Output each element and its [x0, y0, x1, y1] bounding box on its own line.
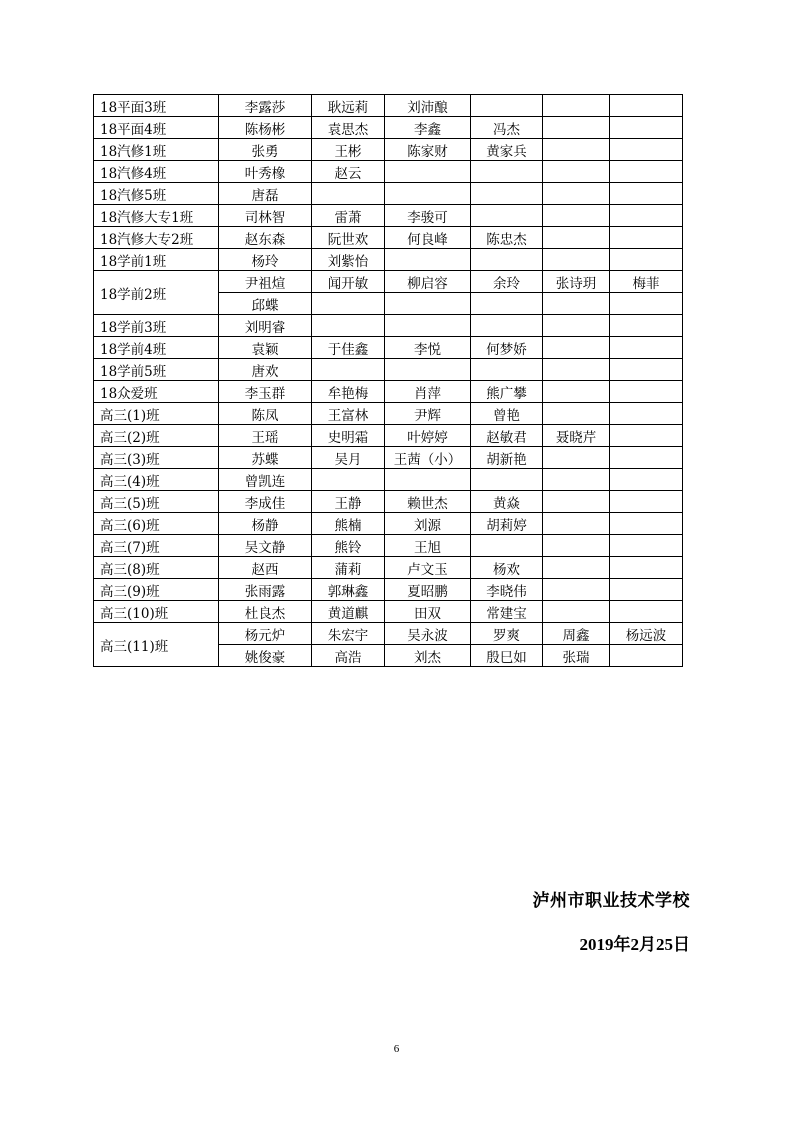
student-name-cell: 唐欢 [219, 359, 312, 381]
student-name-cell: 吴文静 [219, 535, 312, 557]
class-name-cell: 18汽修5班 [94, 183, 219, 205]
student-name-cell [610, 447, 683, 469]
student-name-cell: 黄家兵 [471, 139, 543, 161]
table-row [94, 315, 683, 337]
student-name-cell: 王瑶 [219, 425, 312, 447]
student-name-cell: 吴永波 [385, 623, 471, 645]
student-name-cell: 阮世欢 [312, 227, 385, 249]
student-name-cell: 熊铃 [312, 535, 385, 557]
student-name-cell: 王彬 [312, 139, 385, 161]
student-name-cell: 闻开敏 [312, 271, 385, 293]
student-name-cell [543, 337, 610, 359]
table-row [94, 469, 683, 491]
student-name-cell: 杨欢 [471, 557, 543, 579]
student-name-cell [385, 161, 471, 183]
student-name-cell [543, 161, 610, 183]
student-name-cell [385, 183, 471, 205]
student-name-cell: 罗爽 [471, 623, 543, 645]
student-name-cell: 李骏可 [385, 205, 471, 227]
student-name-cell [610, 227, 683, 249]
student-name-cell [610, 513, 683, 535]
student-name-cell [610, 337, 683, 359]
student-name-cell: 胡莉婷 [471, 513, 543, 535]
student-name-cell: 胡新艳 [471, 447, 543, 469]
student-name-cell: 吴月 [312, 447, 385, 469]
class-name-cell: 18汽修1班 [94, 139, 219, 161]
class-name-cell: 18学前1班 [94, 249, 219, 271]
table-row [94, 139, 683, 161]
table-row [94, 249, 683, 271]
student-name-cell: 曾凯连 [219, 469, 312, 491]
table-row [94, 403, 683, 425]
student-name-cell [471, 469, 543, 491]
student-name-cell: 刘紫怡 [312, 249, 385, 271]
student-name-cell: 冯杰 [471, 117, 543, 139]
student-name-cell [543, 227, 610, 249]
student-name-cell [385, 359, 471, 381]
student-name-cell [610, 249, 683, 271]
student-name-cell [471, 359, 543, 381]
class-name-cell: 高三(5)班 [94, 491, 219, 513]
student-name-cell: 杨静 [219, 513, 312, 535]
student-name-cell [312, 315, 385, 337]
student-name-cell: 熊楠 [312, 513, 385, 535]
table-row [94, 601, 683, 623]
student-name-cell: 蒲莉 [312, 557, 385, 579]
student-name-cell: 刘杰 [385, 645, 471, 667]
student-name-cell: 司林智 [219, 205, 312, 227]
student-name-cell [610, 381, 683, 403]
student-name-cell: 苏蝶 [219, 447, 312, 469]
student-name-cell [610, 117, 683, 139]
student-name-cell: 李玉群 [219, 381, 312, 403]
student-name-cell [543, 381, 610, 403]
student-name-cell: 杨玲 [219, 249, 312, 271]
student-name-cell [471, 161, 543, 183]
student-name-cell: 陈家财 [385, 139, 471, 161]
class-name-cell: 高三(3)班 [94, 447, 219, 469]
student-name-cell: 姚俊豪 [219, 645, 312, 667]
student-name-cell [610, 579, 683, 601]
class-name-cell: 18平面3班 [94, 95, 219, 117]
class-name-cell: 高三(7)班 [94, 535, 219, 557]
student-name-cell [312, 359, 385, 381]
table-row [94, 95, 683, 117]
student-name-cell: 叶秀橡 [219, 161, 312, 183]
student-name-cell [471, 95, 543, 117]
student-name-cell [610, 535, 683, 557]
student-name-cell [610, 205, 683, 227]
student-name-cell: 李悦 [385, 337, 471, 359]
student-name-cell: 王茜（小） [385, 447, 471, 469]
student-name-cell [543, 513, 610, 535]
student-name-cell [610, 557, 683, 579]
student-name-cell: 高浩 [312, 645, 385, 667]
student-name-cell: 张勇 [219, 139, 312, 161]
student-name-cell: 王静 [312, 491, 385, 513]
student-name-cell [471, 183, 543, 205]
student-name-cell [543, 293, 610, 315]
class-name-cell: 高三(1)班 [94, 403, 219, 425]
student-name-cell: 刘源 [385, 513, 471, 535]
table-row [94, 271, 683, 293]
student-name-cell [543, 315, 610, 337]
student-name-cell [543, 601, 610, 623]
student-name-cell: 陈杨彬 [219, 117, 312, 139]
student-name-cell [610, 403, 683, 425]
student-name-cell: 史明霜 [312, 425, 385, 447]
student-name-cell: 尹祖煊 [219, 271, 312, 293]
student-name-cell [610, 601, 683, 623]
student-name-cell: 杜良杰 [219, 601, 312, 623]
student-name-cell: 牟艳梅 [312, 381, 385, 403]
table-row [94, 227, 683, 249]
student-name-cell [543, 205, 610, 227]
student-name-cell: 熊广攀 [471, 381, 543, 403]
student-name-cell: 殷巳如 [471, 645, 543, 667]
student-name-cell [312, 183, 385, 205]
student-name-cell: 袁思杰 [312, 117, 385, 139]
table-row [94, 425, 683, 447]
student-name-cell: 尹辉 [385, 403, 471, 425]
student-name-cell [385, 469, 471, 491]
student-name-cell [543, 447, 610, 469]
school-name: 泸州市职业技术学校 [532, 891, 690, 910]
student-name-cell [610, 645, 683, 667]
class-name-cell: 高三(6)班 [94, 513, 219, 535]
student-name-cell: 雷萧 [312, 205, 385, 227]
student-name-cell [543, 491, 610, 513]
class-name-cell: 18平面4班 [94, 117, 219, 139]
student-name-cell [543, 249, 610, 271]
student-name-cell [471, 315, 543, 337]
student-name-cell [610, 425, 683, 447]
student-name-cell: 赵西 [219, 557, 312, 579]
student-name-cell [610, 315, 683, 337]
student-name-cell: 周鑫 [543, 623, 610, 645]
student-name-cell: 李鑫 [385, 117, 471, 139]
student-name-cell: 朱宏宇 [312, 623, 385, 645]
class-name-cell: 18汽修4班 [94, 161, 219, 183]
student-name-cell: 杨远波 [610, 623, 683, 645]
student-name-cell: 陈凤 [219, 403, 312, 425]
student-name-cell: 何梦娇 [471, 337, 543, 359]
student-name-cell: 赵东森 [219, 227, 312, 249]
class-name-cell: 18学前3班 [94, 315, 219, 337]
student-name-cell [543, 535, 610, 557]
class-name-cell: 高三(11)班 [94, 623, 219, 667]
class-name-cell: 18汽修大专2班 [94, 227, 219, 249]
student-name-cell: 赖世杰 [385, 491, 471, 513]
student-name-cell: 夏昭鹏 [385, 579, 471, 601]
student-name-cell [543, 183, 610, 205]
student-name-cell: 王旭 [385, 535, 471, 557]
student-name-cell: 柳启容 [385, 271, 471, 293]
class-name-cell: 18学前5班 [94, 359, 219, 381]
student-name-cell [543, 95, 610, 117]
student-name-cell [610, 183, 683, 205]
student-name-cell [543, 403, 610, 425]
student-name-cell: 肖萍 [385, 381, 471, 403]
table-row [94, 557, 683, 579]
student-name-cell [543, 579, 610, 601]
student-name-cell: 余玲 [471, 271, 543, 293]
table-row [94, 117, 683, 139]
student-name-cell: 叶婷婷 [385, 425, 471, 447]
table-row [94, 359, 683, 381]
page-number: 6 [393, 1043, 400, 1055]
class-name-cell: 18学前2班 [94, 271, 219, 315]
student-name-cell [610, 469, 683, 491]
student-name-cell: 于佳鑫 [312, 337, 385, 359]
student-name-cell: 黄道麒 [312, 601, 385, 623]
student-name-cell [610, 95, 683, 117]
student-name-cell: 黄焱 [471, 491, 543, 513]
student-name-cell [543, 469, 610, 491]
student-name-cell: 袁颖 [219, 337, 312, 359]
table-row [94, 447, 683, 469]
student-name-cell: 何良峰 [385, 227, 471, 249]
class-name-cell: 18众爱班 [94, 381, 219, 403]
student-name-cell: 赵云 [312, 161, 385, 183]
student-name-cell: 张瑞 [543, 645, 610, 667]
student-name-cell [471, 249, 543, 271]
table-row [94, 513, 683, 535]
student-name-cell: 李晓伟 [471, 579, 543, 601]
class-name-cell: 18汽修大专1班 [94, 205, 219, 227]
student-roster-table [93, 94, 683, 667]
student-name-cell [543, 139, 610, 161]
student-name-cell [385, 315, 471, 337]
table-row [94, 535, 683, 557]
student-name-cell: 刘明睿 [219, 315, 312, 337]
table-row [94, 491, 683, 513]
student-name-cell: 唐磊 [219, 183, 312, 205]
student-name-cell [543, 359, 610, 381]
student-name-cell: 耿远莉 [312, 95, 385, 117]
student-name-cell: 曾艳 [471, 403, 543, 425]
table-row [94, 161, 683, 183]
student-name-cell: 李成佳 [219, 491, 312, 513]
student-name-cell: 王富林 [312, 403, 385, 425]
student-name-cell: 赵敏君 [471, 425, 543, 447]
student-name-cell: 张诗玥 [543, 271, 610, 293]
student-name-cell: 李露莎 [219, 95, 312, 117]
student-name-cell [471, 293, 543, 315]
issue-date: 2019年2月25日 [579, 935, 690, 954]
student-name-cell [610, 161, 683, 183]
student-name-cell [610, 139, 683, 161]
student-name-cell [610, 293, 683, 315]
student-name-cell [610, 359, 683, 381]
student-name-cell [385, 293, 471, 315]
class-name-cell: 高三(8)班 [94, 557, 219, 579]
table-row [94, 623, 683, 645]
class-name-cell: 高三(4)班 [94, 469, 219, 491]
student-name-cell: 邱蝶 [219, 293, 312, 315]
student-name-cell: 梅菲 [610, 271, 683, 293]
student-name-cell: 田双 [385, 601, 471, 623]
student-name-cell: 卢文玉 [385, 557, 471, 579]
class-name-cell: 高三(2)班 [94, 425, 219, 447]
student-name-cell: 常建宝 [471, 601, 543, 623]
student-name-cell [312, 469, 385, 491]
table-row [94, 337, 683, 359]
table-row [94, 381, 683, 403]
student-name-cell [610, 491, 683, 513]
student-name-cell: 杨元炉 [219, 623, 312, 645]
class-name-cell: 高三(9)班 [94, 579, 219, 601]
student-name-cell: 陈忠杰 [471, 227, 543, 249]
student-name-cell [543, 557, 610, 579]
table-row [94, 579, 683, 601]
student-name-cell [471, 205, 543, 227]
class-name-cell: 18学前4班 [94, 337, 219, 359]
table-row [94, 183, 683, 205]
student-name-cell [471, 535, 543, 557]
student-name-cell: 郭琳鑫 [312, 579, 385, 601]
class-name-cell: 高三(10)班 [94, 601, 219, 623]
student-name-cell [385, 249, 471, 271]
student-name-cell: 刘沛酿 [385, 95, 471, 117]
student-name-cell: 聂晓芹 [543, 425, 610, 447]
student-name-cell: 张雨露 [219, 579, 312, 601]
student-name-cell [312, 293, 385, 315]
student-name-cell [543, 117, 610, 139]
table-row [94, 205, 683, 227]
